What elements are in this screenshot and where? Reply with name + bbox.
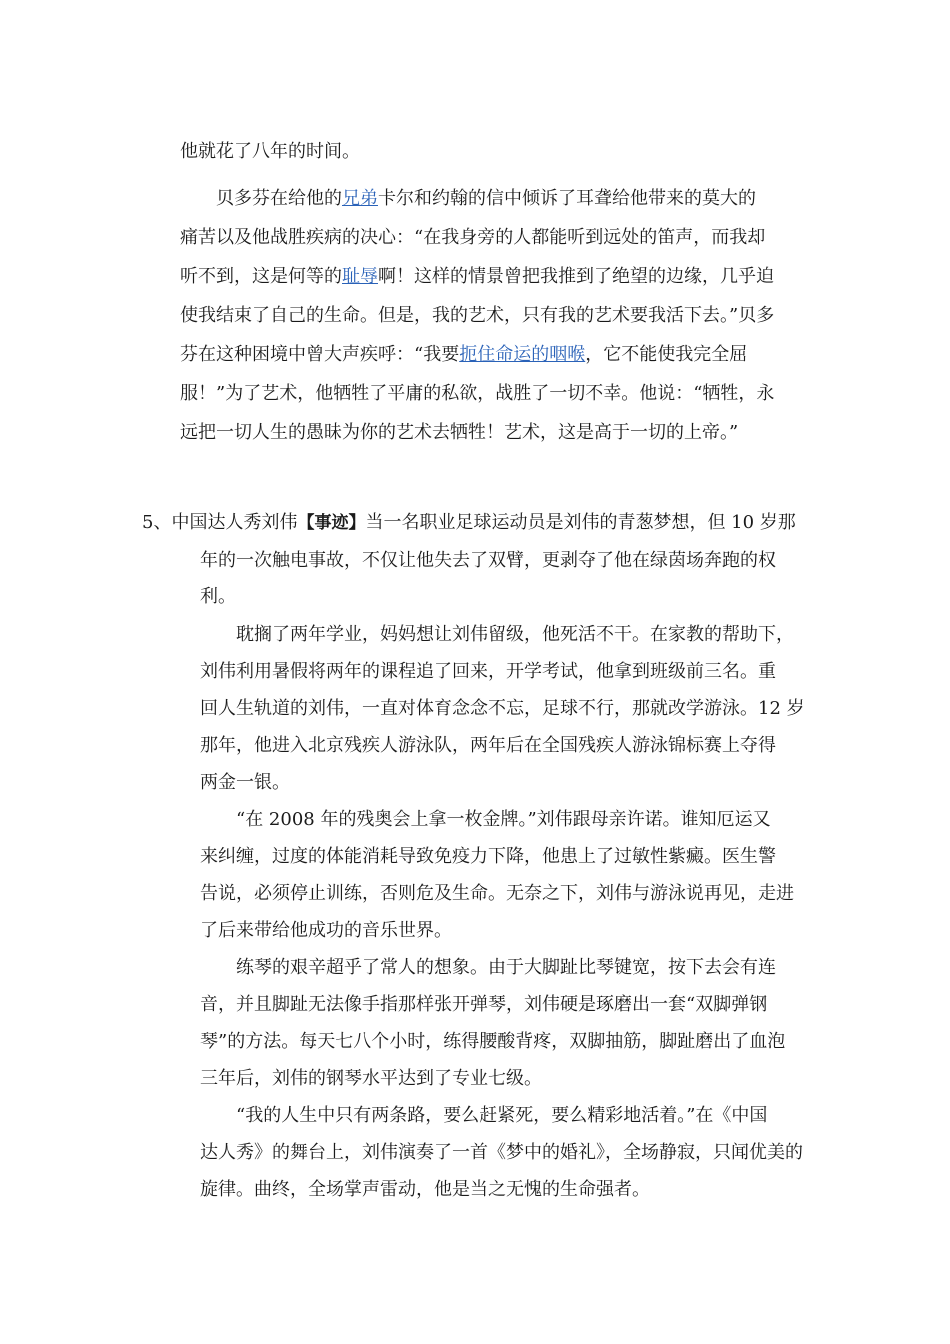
heading-text: 当一名职业足球运动员是刘伟的青葱梦想，但 10 岁那 <box>365 512 796 533</box>
paragraph-line: 音，并且脚趾无法像手指那样张开弹琴，刘伟硬是琢磨出一套“双脚弹钢 <box>200 994 768 1015</box>
paragraph-line <box>216 187 756 211</box>
paragraph-line: 使我结束了自己的生命。但是，我的艺术，只有我的艺术要我活下去。”贝多 <box>180 305 775 326</box>
paragraph-line: “在 2008 年的残奥会上拿一枚金牌。”刘伟跟母亲许诺。谁知厄运又 <box>236 809 771 830</box>
paragraph-line <box>180 343 747 367</box>
paragraph-line: 那年，他进入北京残疾人游泳队，两年后在全国残疾人游泳锦标赛上夺得 <box>200 735 776 756</box>
paragraph-line: 年的一次触电事故，不仅让他失去了双臂，更剥夺了他在绿茵场奔跑的权 <box>200 550 776 571</box>
paragraph-line: 练琴的艰辛超乎了常人的想象。由于大脚趾比琴键宽，按下去会有连 <box>236 957 776 978</box>
paragraph-line: 服！”为了艺术，他牺牲了平庸的私欲，战胜了一切不幸。他说：“牺牲，永 <box>180 383 775 404</box>
link-brothers[interactable]: 兄弟 <box>342 188 378 209</box>
link-humiliation[interactable]: 耻辱 <box>342 266 378 287</box>
heading-text: 5、中国达人秀刘伟 <box>142 512 298 533</box>
text-run: 卡尔和约翰的信中倾诉了耳聋给他带来的莫大的 <box>378 188 756 209</box>
paragraph-line: 了后来带给他成功的音乐世界。 <box>200 920 452 941</box>
paragraph-line: “我的人生中只有两条路，要么赶紧死，要么精彩地活着。”在《中国 <box>236 1105 768 1126</box>
paragraph-line: 回人生轨道的刘伟，一直对体育念念不忘，足球不行，那就改学游泳。12 岁 <box>200 698 805 719</box>
paragraph-line: 告说，必须停止训练，否则危及生命。无奈之下，刘伟与游泳说再见，走进 <box>200 883 794 904</box>
link-grab-fate[interactable]: 扼住命运的咽喉 <box>459 344 586 365</box>
text-run: 芬在这种困境中曾大声疾呼：“我要 <box>180 344 460 365</box>
paragraph-line: 刘伟利用暑假将两年的课程追了回来，开学考试，他拿到班级前三名。重 <box>200 661 776 682</box>
paragraph-line: 耽搁了两年学业，妈妈想让刘伟留级，他死活不干。在家教的帮助下， <box>236 624 794 645</box>
paragraph-line: 利。 <box>200 586 236 607</box>
text-run: ，它不能使我完全屈 <box>585 344 748 365</box>
text-run: 听不到，这是何等的 <box>180 266 342 287</box>
heading-tag: 【事迹】 <box>297 513 366 533</box>
paragraph-line: 两金一银。 <box>200 772 290 793</box>
paragraph-line: 旋律。曲终，全场掌声雷动，他是当之无愧的生命强者。 <box>200 1179 650 1200</box>
paragraph-line: 痛苦以及他战胜疾病的决心：“在我身旁的人都能听到远处的笛声，而我却 <box>180 227 766 248</box>
section-heading <box>142 511 796 535</box>
paragraph-line: 琴”的方法。每天七八个小时，练得腰酸背疼，双脚抽筋，脚趾磨出了血泡 <box>200 1031 786 1052</box>
paragraph-line: 远把一切人生的愚昧为你的艺术去牺牲！艺术，这是高于一切的上帝。” <box>180 422 739 443</box>
paragraph-line <box>180 265 774 289</box>
paragraph-line: 三年后，刘伟的钢琴水平达到了专业七级。 <box>200 1068 542 1089</box>
text-run: 贝多芬在给他的 <box>216 188 342 209</box>
paragraph-line: 来纠缠，过度的体能消耗导致免疫力下降，他患上了过敏性紫癜。医生警 <box>200 846 776 867</box>
paragraph-line: 达人秀》的舞台上，刘伟演奏了一首《梦中的婚礼》，全场静寂，只闻优美的 <box>200 1142 803 1163</box>
text-run: 啊！这样的情景曾把我推到了绝望的边缘，几乎迫 <box>378 266 774 287</box>
paragraph-line: 他就花了八年的时间。 <box>180 141 360 162</box>
